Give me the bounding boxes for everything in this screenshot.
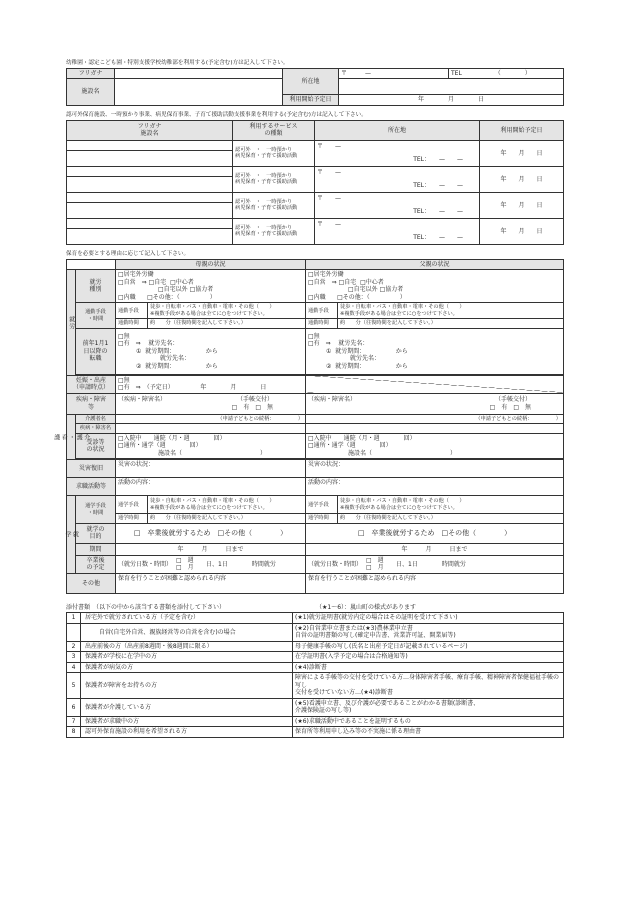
tel-field[interactable]: TEL （ ） <box>449 68 564 79</box>
attachment-no: 8 <box>67 727 81 738</box>
facility-location-cell[interactable]: 〒 — TEL： — — <box>315 218 480 244</box>
attachment-who: 認可外保育施設の利用を希望される方 <box>81 727 293 738</box>
unlicensed-care-table <box>66 120 564 245</box>
father-period[interactable]: 年 月 日まで <box>306 543 564 555</box>
care-illness-label: 疾病・障害名 <box>76 424 116 434</box>
attachment-doc: 母子健康手帳の写し(氏名と出産予定日が記載されているページ) <box>293 641 564 652</box>
service-type-cell[interactable]: 認可外 ・ 一時預かり 病児保育・子育て援助活動 <box>233 140 315 166</box>
name-header: フリガナ 施設名 <box>67 120 233 140</box>
attachments-table <box>66 612 564 738</box>
father-commute-means-label: 通勤手段 <box>306 303 338 319</box>
attachments-title: 添付書類 （以下の中から該当する書類を添付して下さい） <box>66 603 226 611</box>
employment-label: 就労 <box>67 270 76 376</box>
father-study-purpose[interactable]: □ 卒業後就労するため □その他（ ） <box>306 523 564 543</box>
facility-furigana-field[interactable] <box>67 166 233 176</box>
mother-care-relation[interactable]: （申請子どもとの続柄： ） <box>116 414 306 424</box>
attachment-doc: 障害による手帳等の交付を受けている方…身体障害者手帳、療育手帳、精神障害者保健福祉手帳の写し 交付を受けていない方…(★4)診断書 <box>293 673 564 699</box>
facility-start-date[interactable]: 年 月 日 <box>480 218 564 244</box>
study-commute-label: 通学手段 ・時間 <box>76 496 116 524</box>
prev-job-label: 前年1月1 日以降の 転職 <box>76 328 116 374</box>
attachment-no: 1 <box>67 613 81 624</box>
father-after-grad[interactable]: （就労日数・時間） □ 週 □ 月 日、1日 時間就労 <box>306 555 564 573</box>
employment-type-label: 就労 種別 <box>76 270 116 303</box>
kindergarten-table <box>66 68 564 106</box>
unlicensed-care-caption: 認可外保育施設、一時預かり事業、病児保育事業、子育て援助活動支援事業を利用する(予定含む)方は記入して下さい。 <box>66 111 367 118</box>
attachment-doc: (★4)診断書 <box>293 662 564 673</box>
attachment-doc: (★2)自営業申立書または(★3)農林業申立書 自営の証明書類の写し(確定申告書、営業許可証、開業届等) <box>293 623 564 641</box>
father-illness[interactable]: （疾病・障害名） （手帳交付） □ 有 □ 無 <box>306 393 564 414</box>
attachment-row <box>67 727 564 738</box>
father-job-seeking[interactable]: 活動の内容： <box>306 478 564 496</box>
mother-period[interactable]: 年 月 日まで <box>116 543 306 555</box>
mother-study-means[interactable]: 徒歩・自転車・バス・自動車・電車・その他（ ） ※複数手段がある場合は全てに○をつけて下さい。 <box>148 496 306 514</box>
attachment-who: 保護者が病気の方 <box>81 662 293 673</box>
mother-commute-time[interactable]: 約 分（往復時間を記入して下さい。） <box>148 319 306 329</box>
father-header: 父親の状況 <box>306 259 564 270</box>
reason-table <box>52 259 564 594</box>
facility-name-field[interactable] <box>115 79 283 106</box>
reason-section <box>52 250 564 594</box>
kindergarten-caption: 幼稚園・認定こども園・特別支援学校幼稚部を利用する(予定含む)方は記入して下さい。 <box>66 60 289 66</box>
study-purpose-label: 就学の 目的 <box>76 523 116 543</box>
attachment-doc: (★1)就労証明書(就労内定の場合はその証明を受けて下さい) <box>293 613 564 624</box>
attachments-note: （★1～6）：嵐山町の様式があります <box>316 603 417 611</box>
attachment-no: 5 <box>67 673 81 699</box>
mother-disaster[interactable]: 災害の状況： <box>116 460 306 478</box>
attachment-row <box>67 641 564 652</box>
location-header: 所在地 <box>315 120 480 140</box>
job-seeking-label: 求職活動等 <box>67 478 116 496</box>
furigana-field[interactable] <box>115 68 283 79</box>
location-label: 所在地 <box>283 68 339 95</box>
mother-commute-time-label: 通勤時間 <box>116 319 148 329</box>
mother-study-time-label: 通学時間 <box>116 514 148 524</box>
illness-label: 疾病・障害 等 <box>67 393 116 414</box>
visit-label: 受診等 の状況 <box>76 433 116 459</box>
kindergarten-section <box>66 60 564 106</box>
postal-field[interactable]: 〒 — <box>339 68 449 79</box>
facility-name-field[interactable] <box>67 202 233 218</box>
mother-prev-job[interactable]: □無 □有 ⇒ 就労先名： ① 就労期間： から 就労先名： ② 就労期間： から <box>116 328 306 374</box>
facility-name-field[interactable] <box>67 176 233 192</box>
service-header: 利用するサービス の種類 <box>233 120 315 140</box>
father-prev-job[interactable]: □無 □有 ⇒ 就労先名： ① 就労期間： から 就労先名： ② 就労期間： から <box>306 328 564 374</box>
attachment-row <box>67 698 564 716</box>
mother-study-time[interactable]: 約 分（往復時間を記入して下さい。） <box>148 514 306 524</box>
facility-start-date[interactable]: 年 月 日 <box>480 166 564 192</box>
period-label: 期間 <box>76 543 116 555</box>
address-field[interactable] <box>339 79 564 95</box>
disaster-label: 災害復旧 <box>67 460 116 478</box>
attachment-no: 7 <box>67 716 81 727</box>
attachment-row <box>67 613 564 624</box>
father-commute-time-label: 通勤時間 <box>306 319 338 329</box>
facility-location-cell[interactable]: 〒 — TEL： — — <box>315 192 480 218</box>
unlicensed-care-section <box>66 112 564 245</box>
father-care-illness[interactable] <box>306 424 564 434</box>
facility-furigana-field[interactable] <box>67 218 233 228</box>
reason-caption: 保育を必要とする理由に応じて記入して下さい。 <box>66 250 190 257</box>
other-label: その他 <box>67 573 116 593</box>
attachment-row <box>67 716 564 727</box>
father-study-time-label: 通学時間 <box>306 514 338 524</box>
attachment-who: 居宅外で就労されている方（予定を含む） <box>81 613 293 624</box>
mother-employment-type[interactable]: □居宅外労働 □自営 ⇒ □自宅 □中心者 □自宅以外 □協力者 □内職 □その他：（ ） <box>116 270 306 303</box>
attachment-no <box>67 623 81 641</box>
commute-label: 通勤手段 ・時間 <box>76 303 116 329</box>
mother-care-illness[interactable] <box>116 424 306 434</box>
attachment-no: 2 <box>67 641 81 652</box>
facility-start-date[interactable]: 年 月 日 <box>480 192 564 218</box>
furigana-label: フリガナ <box>67 68 115 79</box>
pregnancy-label: 妊娠・出産 （申請時点） <box>67 375 116 393</box>
mother-visit[interactable]: □入院中 通院（月・週 回） □通所・通学（週 回） 施設名（ ） <box>116 433 306 459</box>
attachments-section <box>66 604 564 738</box>
attachment-who: 保護者が学校に在学中の方 <box>81 652 293 663</box>
father-visit[interactable]: □入院中 通院（月・週 回） □通所・通学（週 回） 施設名（ ） <box>306 433 564 459</box>
care-label: 介 護 ・ 看 護 <box>67 414 76 460</box>
mother-illness[interactable]: （疾病・障害名） （手帳交付） □ 有 □ 無 <box>116 393 306 414</box>
father-care-relation[interactable]: （申請子どもとの続柄： ） <box>306 414 564 424</box>
attachment-no: 3 <box>67 652 81 663</box>
facility-furigana-field[interactable] <box>67 140 233 150</box>
father-disaster[interactable]: 災害の状況： <box>306 460 564 478</box>
service-type-cell[interactable]: 認可外 ・ 一時預かり 病児保育・子育て援助活動 <box>233 166 315 192</box>
father-study-means-label: 通学手段 <box>306 496 338 514</box>
care-target-label: 介護者名 <box>76 414 116 424</box>
father-study-means[interactable]: 徒歩・自転車・バス・自動車・電車・その他（ ） ※複数手段がある場合は全てに○をつけて下さい。 <box>338 496 564 514</box>
mother-job-seeking[interactable]: 活動の内容： <box>116 478 306 496</box>
attachment-who: 自営(自宅外自営、親族経営等の自営を含む)の場合 <box>81 623 293 641</box>
attachment-who: 出産前後の方（出産前8週間・後8週間に限る） <box>81 641 293 652</box>
service-type-cell[interactable]: 認可外 ・ 一時預かり 病児保育・子育て援助活動 <box>233 218 315 244</box>
mother-after-grad[interactable]: （就労日数・時間） □ 週 □ 月 日、1日 時間就労 <box>116 555 306 573</box>
service-type-cell[interactable]: 認可外 ・ 一時預かり 病児保育・子育て援助活動 <box>233 192 315 218</box>
father-pregnancy-na <box>306 375 564 393</box>
attachment-doc: 保育所等利用申し込み等の不実施に係る理由書 <box>293 727 564 738</box>
attachment-who: 保護者が障害をお持ちの方 <box>81 673 293 699</box>
facility-name-field[interactable] <box>67 150 233 166</box>
attachment-who: 保護者が介護している方 <box>81 698 293 716</box>
facility-name-field[interactable] <box>67 228 233 244</box>
father-other[interactable]: 保育を行うことが困難と認められる内容 <box>306 573 564 593</box>
attachment-no: 4 <box>67 662 81 673</box>
attachment-row <box>67 662 564 673</box>
attachment-row <box>67 652 564 663</box>
mother-commute-means-label: 通勤手段 <box>116 303 148 319</box>
father-commute-means[interactable]: 徒歩・自転車・バス・自動車・電車・その他（ ） ※複数手段がある場合は全てに○をつけて下さい。 <box>338 303 564 319</box>
facility-location-cell[interactable]: 〒 — TEL： — — <box>315 166 480 192</box>
mother-study-purpose[interactable]: □ 卒業後就労するため □その他（ ） <box>116 523 306 543</box>
after-grad-label: 卒業後 の予定 <box>76 555 116 573</box>
father-commute-time[interactable]: 約 分（往復時間を記入して下さい。） <box>338 319 564 329</box>
facility-furigana-field[interactable] <box>67 192 233 202</box>
attachment-doc: (★5)看護申立書、及び介護が必要であることがわかる書類(診断書、 介護保険証の写し等) <box>293 698 564 716</box>
attachment-row <box>67 623 564 641</box>
mother-study-means-label: 通学手段 <box>116 496 148 514</box>
facility-location-cell[interactable]: 〒 — TEL： — — <box>315 140 480 166</box>
facility-name-label: 施設名 <box>67 79 115 106</box>
attachment-no: 6 <box>67 698 81 716</box>
attachment-row <box>67 673 564 699</box>
study-label: 就 学 <box>67 496 76 574</box>
facility-start-date[interactable]: 年 月 日 <box>480 140 564 166</box>
start-date-field[interactable]: 年 月 日 <box>339 95 564 106</box>
attachment-doc: (★6)求職活動中であることを証明するもの <box>293 716 564 727</box>
mother-header: 母親の状況 <box>116 259 306 270</box>
father-study-time[interactable]: 約 分（往復時間を記入して下さい。） <box>338 514 564 524</box>
mother-other[interactable]: 保育を行うことが困難と認められる内容 <box>116 573 306 593</box>
start-date-label: 利用開始予定日 <box>283 95 339 106</box>
mother-pregnancy[interactable]: □無 □有 ⇒ （予定日） 年 月 日 <box>116 375 306 393</box>
attachment-doc: 在学証明書(入学予定の場合は合格通知等) <box>293 652 564 663</box>
mother-commute-means[interactable]: 徒歩・自転車・バス・自動車・電車・その他（ ） ※複数手段がある場合は全てに○をつけて下さい。 <box>148 303 306 319</box>
start-header: 利用開始予定日 <box>480 120 564 140</box>
father-employment-type[interactable]: □居宅外労働 □自営 ⇒ □自宅 □中心者 □自宅以外 □協力者 □内職 □その他：（ ） <box>306 270 564 303</box>
attachment-who: 保護者が求職中の方 <box>81 716 293 727</box>
